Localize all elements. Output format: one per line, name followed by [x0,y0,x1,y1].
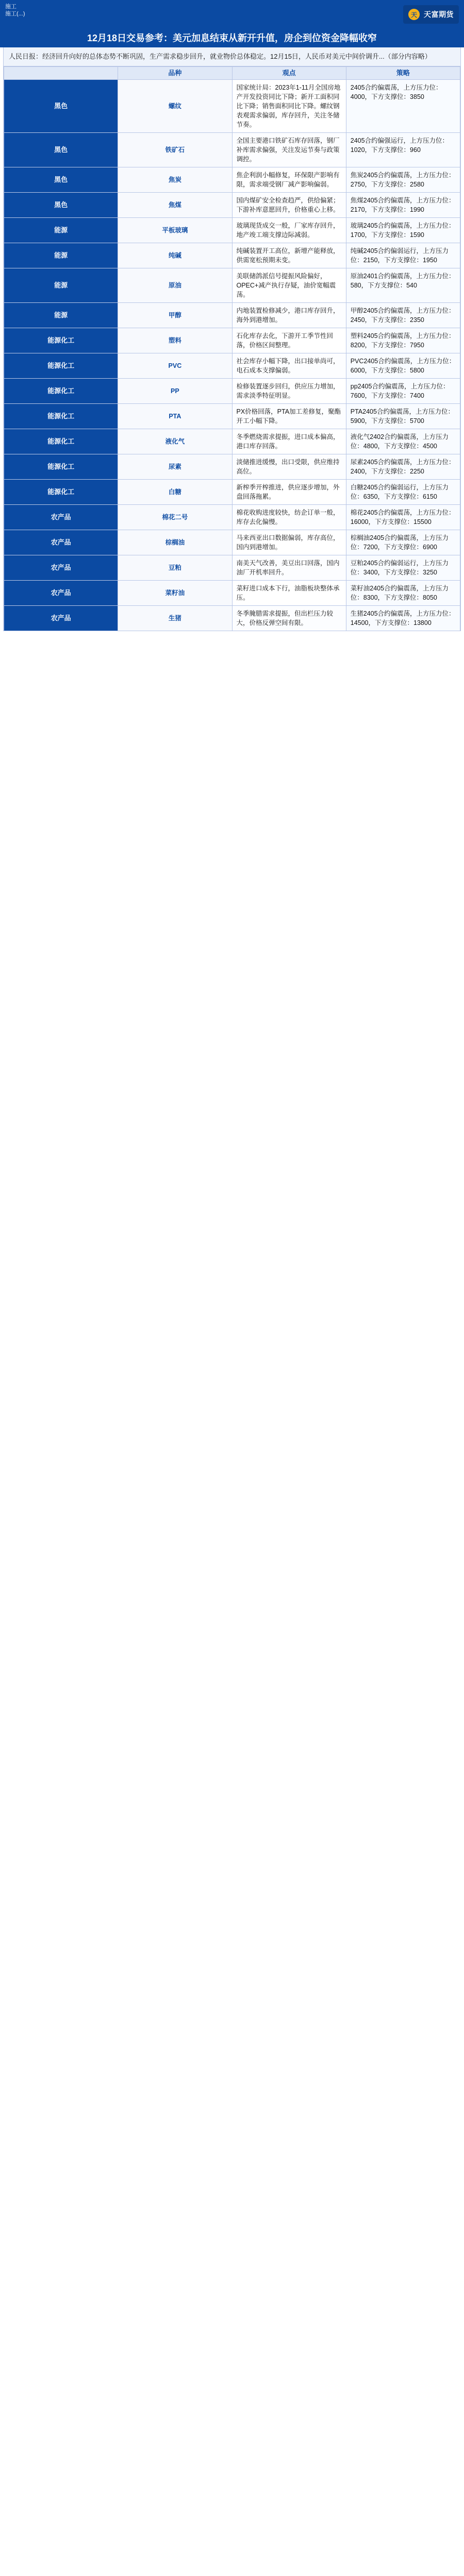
header-left-line-2: 施工(...) [5,11,25,17]
table-head-strategy: 策略 [346,67,460,80]
product-cell: PVC [118,353,232,379]
brand-logo [403,5,459,24]
product-cell: 焦煤 [118,193,232,218]
table-head-sector [4,67,118,80]
sector-cell: 黑色 [4,193,118,218]
table-row [4,353,460,379]
product-cell: 纯碱 [118,243,232,268]
sector-cell: 能源 [4,268,118,303]
table-row [4,581,460,606]
table-row [4,268,460,303]
product-cell: 甲醇 [118,303,232,328]
view-cell: 全国主要港口铁矿石库存回落，钢厂补库需求偏强，关注发运节奏与政策调控。 [232,133,346,167]
strategy-cell: pp2405合约偏震荡，上方压力位：7600，下方支撑位：7400 [346,379,460,404]
sector-cell: 农产品 [4,505,118,530]
view-cell: 新榨季开榨推进，供应逐步增加，外盘回落拖累。 [232,480,346,505]
table-row [4,243,460,268]
strategy-cell: 甲醇2405合约偏震荡，上方压力位：2450，下方支撑位：2350 [346,303,460,328]
product-cell: 原油 [118,268,232,303]
strategy-cell: 2405合约偏强运行，上方压力位：1020，下方支撑位：960 [346,133,460,167]
brand-name: 天富期货 [424,10,454,19]
sector-cell: 黑色 [4,133,118,167]
sector-cell: 农产品 [4,581,118,606]
table-row [4,404,460,429]
view-cell: PX价格回落，PTA加工差修复，聚酯开工小幅下降。 [232,404,346,429]
product-cell: 平板玻璃 [118,218,232,243]
strategy-cell: 原油2401合约偏震荡，上方压力位：580，下方支撑位：540 [346,268,460,303]
view-cell: 南美天气改善，美豆出口回落，国内油厂开机率回升。 [232,555,346,581]
table-row [4,328,460,353]
sector-cell: 能源 [4,243,118,268]
sector-cell: 农产品 [4,555,118,581]
view-cell: 焦企利润小幅修复，环保限产影响有限，需求端受钢厂减产影响偏弱。 [232,167,346,193]
view-cell: 菜籽进口成本下行，油脂板块整体承压。 [232,581,346,606]
strategy-cell: 菜籽油2405合约偏震荡，上方压力位：8300，下方支撑位：8050 [346,581,460,606]
table-head-view: 观点 [232,67,346,80]
strategy-cell: 焦炭2405合约偏震荡，上方压力位：2750，下方支撑位：2580 [346,167,460,193]
table-row [4,505,460,530]
strategy-cell: 尿素2405合约偏震荡，上方压力位：2400，下方支撑位：2250 [346,454,460,480]
product-cell: 尿素 [118,454,232,480]
sector-cell: 黑色 [4,80,118,133]
product-cell: 白糖 [118,480,232,505]
table-row [4,133,460,167]
strategy-cell: 2405合约偏震荡，上方压力位：4000，下方支撑位：3850 [346,80,460,133]
sector-cell: 农产品 [4,606,118,631]
view-cell: 石化库存去化，下游开工季节性回落，价格区间整理。 [232,328,346,353]
view-cell: 社会库存小幅下降，出口接单尚可，电石成本支撑偏弱。 [232,353,346,379]
summary-box: 人民日报：经济回升向好的总体态势不断巩固，生产需求稳步回升，就业物价总体稳定。12月15日，人民币对美元中间价调升...（部分内容略） [3,47,461,66]
sector-cell: 黑色 [4,167,118,193]
view-cell: 马来西亚出口数据偏弱，库存高位，国内到港增加。 [232,530,346,555]
product-cell: 液化气 [118,429,232,454]
table-row [4,429,460,454]
view-cell: 玻璃现货成交一般，厂家库存回升，地产竣工端支撑边际减弱。 [232,218,346,243]
strategy-cell: 棉花2405合约偏震荡，上方压力位：16000，下方支撑位：15500 [346,505,460,530]
strategy-cell: 豆粕2405合约偏弱运行，上方压力位：3400，下方支撑位：3250 [346,555,460,581]
strategy-cell: 液化气2402合约偏震荡，上方压力位：4800，下方支撑位：4500 [346,429,460,454]
table-row [4,454,460,480]
view-cell: 内地装置检修减少，港口库存回升，海外到港增加。 [232,303,346,328]
view-cell: 淡储推进缓慢，出口受限，供应维持高位。 [232,454,346,480]
view-cell: 国内煤矿安全检查趋严，供给偏紧；下游补库意愿回升，价格重心上移。 [232,193,346,218]
table-row [4,303,460,328]
report-title: 12月18日交易参考：美元加息结束从新开升值，房企到位资金降幅收窄 [0,29,464,47]
sector-cell: 能源化工 [4,429,118,454]
strategy-cell: 塑料2405合约偏震荡，上方压力位：8200，下方支撑位：7950 [346,328,460,353]
table-row [4,167,460,193]
product-cell: PP [118,379,232,404]
sector-cell: 能源 [4,303,118,328]
sector-cell: 能源 [4,218,118,243]
table-row [4,555,460,581]
table-row [4,530,460,555]
strategy-cell: 纯碱2405合约偏弱运行，上方压力位：2150，下方支撑位：1950 [346,243,460,268]
view-cell: 纯碱装置开工高位，新增产能释放，供需宽松预期未变。 [232,243,346,268]
view-cell: 棉花收购进度较快，纺企订单一般，库存去化偏慢。 [232,505,346,530]
product-cell: 棉花二号 [118,505,232,530]
strategy-cell: PTA2405合约偏震荡，上方压力位：5900，下方支撑位：5700 [346,404,460,429]
table-head-row [4,67,460,80]
product-cell: 豆粕 [118,555,232,581]
view-cell: 冬季燃烧需求提振，进口成本偏高，港口库存回落。 [232,429,346,454]
table-row [4,193,460,218]
strategy-cell: PVC2405合约偏震荡，上方压力位：6000，下方支撑位：5800 [346,353,460,379]
product-cell: PTA [118,404,232,429]
product-cell: 菜籽油 [118,581,232,606]
sector-cell: 能源化工 [4,454,118,480]
product-cell: 焦炭 [118,167,232,193]
view-cell: 检修装置逐步回归，供应压力增加，需求淡季特征明显。 [232,379,346,404]
strategy-cell: 焦煤2405合约偏震荡，上方压力位：2170，下方支撑位：1990 [346,193,460,218]
strategy-cell: 白糖2405合约偏弱运行，上方压力位：6350，下方支撑位：6150 [346,480,460,505]
sector-cell: 农产品 [4,530,118,555]
header-left-line-1: 施工 [5,4,16,10]
reference-table [3,66,461,631]
product-cell: 棕榈油 [118,530,232,555]
strategy-cell: 棕榈油2405合约偏震荡，上方压力位：7200，下方支撑位：6900 [346,530,460,555]
table-row [4,218,460,243]
sector-cell: 能源化工 [4,379,118,404]
product-cell: 铁矿石 [118,133,232,167]
table-row [4,606,460,631]
table-head-product: 品种 [118,67,232,80]
table-row [4,480,460,505]
view-cell: 国家统计局：2023年1-11月全国房地产开发投资同比下降；新开工面积同比下降；销售面积同比下降。螺纹钢表观需求偏弱，库存回升，关注冬储节奏。 [232,80,346,133]
sector-cell: 能源化工 [4,328,118,353]
product-cell: 塑料 [118,328,232,353]
table-row [4,80,460,133]
reference-table-grid [4,66,460,631]
product-cell: 生猪 [118,606,232,631]
table-body [4,80,460,631]
sector-cell: 能源化工 [4,480,118,505]
sector-cell: 能源化工 [4,353,118,379]
brand-mark-icon: 天 [408,9,420,20]
sector-cell: 能源化工 [4,404,118,429]
top-header [0,0,464,29]
product-cell: 螺纹 [118,80,232,133]
strategy-cell: 生猪2405合约偏震荡，上方压力位：14500，下方支撑位：13800 [346,606,460,631]
strategy-cell: 玻璃2405合约偏震荡，上方压力位：1700，下方支撑位：1590 [346,218,460,243]
table-row [4,379,460,404]
view-cell: 冬季腌腊需求提振，但出栏压力较大，价格反弹空间有限。 [232,606,346,631]
header-left-info [5,3,25,18]
table-head [4,67,460,80]
view-cell: 美联储鸽派信号提振风险偏好，OPEC+减产执行存疑，油价宽幅震荡。 [232,268,346,303]
